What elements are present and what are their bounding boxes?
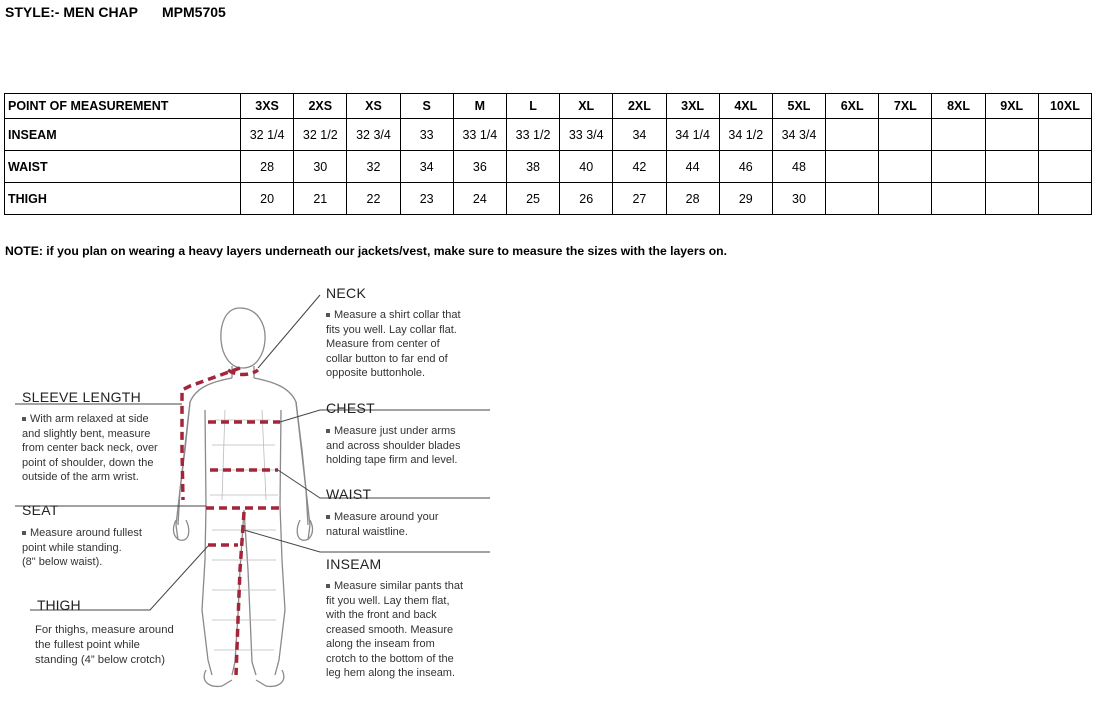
style-code: MPM5705 xyxy=(162,4,226,20)
style-label: STYLE:- MEN CHAP xyxy=(5,4,138,20)
header-size-cell: 7XL xyxy=(879,94,932,119)
header-size-cell: M xyxy=(453,94,506,119)
size-value-cell xyxy=(1038,151,1091,183)
size-value-cell: 34 xyxy=(400,151,453,183)
size-value-cell xyxy=(1038,183,1091,215)
header-size-cell: XL xyxy=(560,94,613,119)
thigh-text: For thighs, measure around the fullest point while standing (4” below crotch) xyxy=(35,624,174,666)
chest-title: CHEST xyxy=(326,400,375,416)
table-row xyxy=(5,119,1092,151)
size-value-cell xyxy=(826,183,879,215)
size-value-cell: 34 3/4 xyxy=(772,119,825,151)
size-value-cell: 48 xyxy=(772,151,825,183)
table-row xyxy=(5,151,1092,183)
size-value-cell: 24 xyxy=(453,183,506,215)
size-value-cell: 32 xyxy=(347,151,400,183)
header-size-cell: 5XL xyxy=(772,94,825,119)
sleeve-length-title: SLEEVE LENGTH xyxy=(22,389,142,405)
size-value-cell: 20 xyxy=(241,183,294,215)
header-size-cell: L xyxy=(506,94,559,119)
size-value-cell: 22 xyxy=(347,183,400,215)
size-value-cell: 21 xyxy=(294,183,347,215)
size-value-cell: 26 xyxy=(560,183,613,215)
size-value-cell xyxy=(879,183,932,215)
inseam-title: INSEAM xyxy=(326,556,382,572)
header-size-cell: 6XL xyxy=(826,94,879,119)
row-label: INSEAM xyxy=(5,119,241,151)
layering-note: NOTE: if you plan on wearing a heavy layers underneath our jackets/vest, make sure to measure the sizes with the layers on. xyxy=(5,244,728,258)
seat-text: Measure around fullest point while standing. (8" below waist). xyxy=(22,527,142,568)
size-value-cell: 33 1/4 xyxy=(453,119,506,151)
size-value-cell xyxy=(985,151,1038,183)
size-value-cell: 42 xyxy=(613,151,666,183)
header-size-cell: 9XL xyxy=(985,94,1038,119)
header-point-of-measurement: POINT OF MEASUREMENT xyxy=(5,94,241,119)
header-size-cell: 4XL xyxy=(719,94,772,119)
size-value-cell: 46 xyxy=(719,151,772,183)
size-value-cell: 28 xyxy=(241,151,294,183)
row-label: WAIST xyxy=(5,151,241,183)
header-size-cell: 3XS xyxy=(241,94,294,119)
size-value-cell xyxy=(985,119,1038,151)
neck-text: Measure a shirt collar that fits you well. Lay collar flat. Measure from center of collar button to far end of opposite buttonhole. xyxy=(326,309,461,379)
size-value-cell: 25 xyxy=(506,183,559,215)
measurement-dash-lines xyxy=(182,368,282,675)
size-value-cell: 27 xyxy=(613,183,666,215)
size-value-cell: 32 1/2 xyxy=(294,119,347,151)
size-value-cell: 33 xyxy=(400,119,453,151)
neck-title: NECK xyxy=(326,285,367,301)
header-size-cell: 3XL xyxy=(666,94,719,119)
header-size-cell: 2XL xyxy=(613,94,666,119)
header-size-cell: 2XS xyxy=(294,94,347,119)
table-row xyxy=(5,183,1092,215)
header-size-cell: 10XL xyxy=(1038,94,1091,119)
size-value-cell xyxy=(879,119,932,151)
sleeve-length-text: With arm relaxed at side and slightly bent, measure from center back neck, over point of shoulder, down the outside of the arm wrist. xyxy=(22,413,158,483)
size-value-cell: 33 1/2 xyxy=(506,119,559,151)
size-value-cell: 32 1/4 xyxy=(241,119,294,151)
size-chart-table xyxy=(4,93,1092,215)
size-value-cell xyxy=(932,183,985,215)
size-value-cell: 34 xyxy=(613,119,666,151)
size-value-cell xyxy=(985,183,1038,215)
size-value-cell: 40 xyxy=(560,151,613,183)
body-outline xyxy=(174,308,313,686)
size-value-cell: 33 3/4 xyxy=(560,119,613,151)
size-value-cell: 30 xyxy=(294,151,347,183)
size-value-cell: 28 xyxy=(666,183,719,215)
size-value-cell xyxy=(932,119,985,151)
size-value-cell: 30 xyxy=(772,183,825,215)
size-value-cell xyxy=(826,119,879,151)
header-size-cell: XS xyxy=(347,94,400,119)
size-value-cell: 32 3/4 xyxy=(347,119,400,151)
inseam-text: Measure similar pants that fit you well. Lay them flat, with the front and back creased smooth. Measure along the inseam from crotch to the bottom of the leg hem along the inseam. xyxy=(326,580,463,679)
table-header-row xyxy=(5,94,1092,119)
header-size-cell: 8XL xyxy=(932,94,985,119)
size-value-cell: 23 xyxy=(400,183,453,215)
size-value-cell: 36 xyxy=(453,151,506,183)
size-value-cell xyxy=(932,151,985,183)
header-size-cell: S xyxy=(400,94,453,119)
waist-title: WAIST xyxy=(326,486,372,502)
size-value-cell: 38 xyxy=(506,151,559,183)
size-value-cell: 34 1/4 xyxy=(666,119,719,151)
waist-text: Measure around your natural waistline. xyxy=(326,511,439,538)
size-value-cell xyxy=(879,151,932,183)
chest-text: Measure just under arms and across shoulder blades holding tape firm and level. xyxy=(326,425,461,466)
thigh-title: THIGH xyxy=(37,597,81,613)
size-value-cell: 29 xyxy=(719,183,772,215)
row-label: THIGH xyxy=(5,183,241,215)
size-value-cell: 34 1/2 xyxy=(719,119,772,151)
size-value-cell: 44 xyxy=(666,151,719,183)
size-value-cell xyxy=(826,151,879,183)
seat-title: SEAT xyxy=(22,502,59,518)
size-value-cell xyxy=(1038,119,1091,151)
